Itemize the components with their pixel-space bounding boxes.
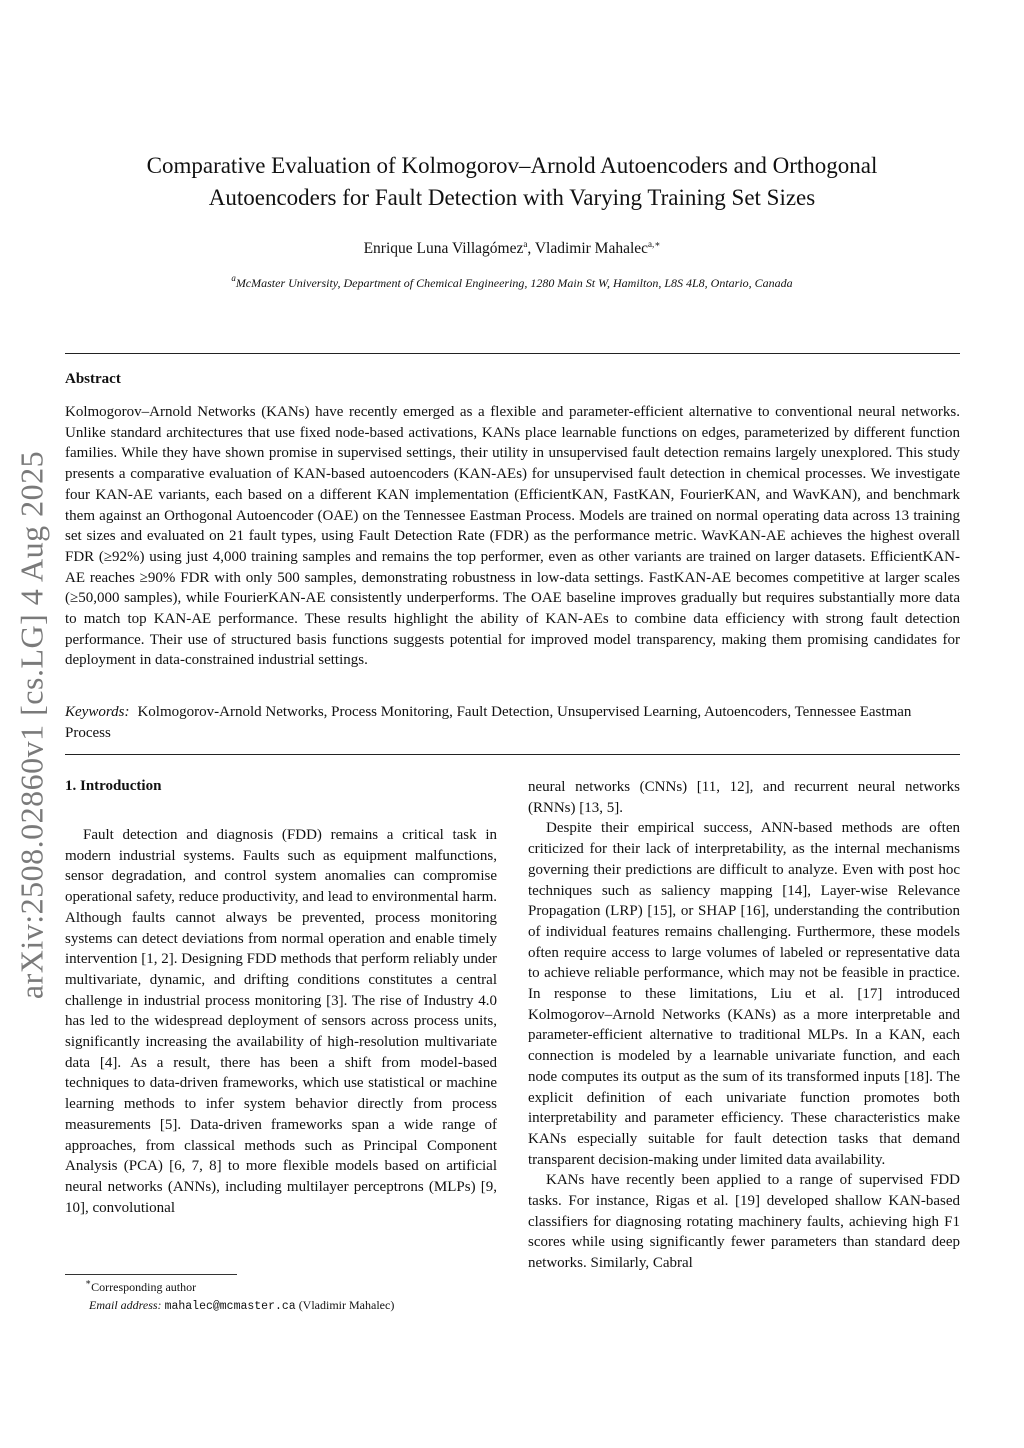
- title-line-2: Autoencoders for Fault Detection with Varying Training Set Sizes: [208, 185, 816, 210]
- author-list: [80, 240, 944, 258]
- abstract-heading: Abstract: [65, 371, 121, 387]
- footnote-rule: [65, 1274, 237, 1275]
- right-column: [528, 777, 960, 1274]
- footnote-corresponding-text: Corresponding author: [91, 1280, 197, 1294]
- arxiv-sidebar: [12, 430, 52, 1020]
- keywords-text: Kolmogorov-Arnold Networks, Process Monitoring, Fault Detection, Unsupervised Learning, Autoencoders, Tennessee Eastman Process: [65, 704, 912, 741]
- top-rule: [65, 353, 960, 354]
- title-line-1: Comparative Evaluation of Kolmogorov–Arnold Autoencoders and Orthogonal: [146, 153, 878, 178]
- abstract-body: Kolmogorov–Arnold Networks (KANs) have recently emerged as a flexible and parameter-efficient alternative to conventional neural networks. Unlike standard architectures that use fixed node-based activations, KANs place learnable functions on edges, parameterized by different function families. While they have shown promise in supervised settings, their utility in unsupervised fault detection remains largely unexplored. This study presents a comparative evaluation of KAN-based autoencoders (KAN-AEs) for unsupervised fault detection in chemical processes. We investigate four KAN-AE variants, each based on a different KAN implementation (EfficientKAN, FastKAN, FourierKAN, and WavKAN), and benchmark them against an Orthogonal Autoencoder (OAE) on the Tennessee Eastman Process. Models are trained on normal operating data across 13 training set sizes and evaluated on 21 fault types, using Fault Detection Rate (FDR) as the performance metric. WavKAN-AE achieves the highest overall FDR (≥92%) using just 4,000 training samples and remains the top performer, even as other variants are trained on larger datasets. EfficientKAN-AE reaches ≥90% FDR with only 500 samples, demonstrating robustness in low-data settings. FastKAN-AE becomes competitive at larger scales (≥50,000 samples), while FourierKAN-AE consistently underperforms. The OAE baseline improves gradually but requires substantially more data to match top KAN-AE performance. These results highlight the ability of KAN-AEs to combine data efficiency with strong fault detection performance. Their use of structured basis functions suggests potential for improved model transparency, making them promising candidates for deployment in data-constrained industrial settings.: [65, 404, 960, 669]
- footnote: [65, 1278, 505, 1316]
- paper-title: [80, 150, 944, 214]
- email-label: Email address:: [89, 1298, 162, 1312]
- author-1-affil-mark: a: [523, 239, 528, 249]
- email-owner: (Vladimir Mahalec): [295, 1298, 395, 1312]
- keywords: [65, 702, 960, 744]
- footnote-mark: ∗: [85, 1277, 92, 1287]
- intro-paragraph-1: Fault detection and diagnosis (FDD) remains a critical task in modern industrial systems. Faults such as equipment malfunctions, sensor degradation, and control system anomalies can compromise operational safety, reduce productivity, and lead to environmental harm. Although faults cannot always be prevented, process monitoring systems can detect deviations from normal operation and enable timely intervention [1, 2]. Designing FDD methods that perform reliably under multivariate, dynamic, and drifting conditions constitutes a central challenge in industrial process monitoring [3]. The rise of Industry 4.0 has led to the widespread deployment of sensors across process units, significantly increasing the availability of high-resolution multivariate data [4]. As a result, there has been a shift from model-based techniques to data-driven frameworks, which use statistical or machine learning methods to infer system behavior directly from process measurements [5]. Data-driven frameworks span a wide range of approaches, from classical methods such as Principal Component Analysis (PCA) [6, 7, 8] to more flexible models based on artificial neural networks (ANNs), including multilayer perceptrons (MLPs) [9, 10], convolutional: [65, 827, 497, 1216]
- author-2-affil-mark: a,∗: [648, 239, 661, 249]
- author-separator: ,: [527, 240, 535, 257]
- author-1: Enrique Luna Villagómez: [363, 240, 524, 257]
- email-address[interactable]: mahalec@mcmaster.ca: [164, 1300, 296, 1313]
- arxiv-identifier: arXiv:2508.02860v1 [cs.LG] 4 Aug 2025: [13, 450, 50, 1000]
- left-column: [65, 825, 497, 1218]
- keywords-label: Keywords:: [65, 704, 130, 720]
- affiliation: [80, 273, 944, 291]
- author-2: Vladimir Mahalec: [534, 240, 649, 257]
- affiliation-text: McMaster University, Department of Chemical Engineering, 1280 Main St W, Hamilton, L8S 4L8, Ontario, Canada: [235, 276, 793, 290]
- intro-paragraph-2: Despite their empirical success, ANN-based methods are often criticized for their lack of interpretability, as the internal mechanisms governing their predictions are difficult to analyze. Even with post hoc techniques such as saliency mapping [14], Layer-wise Relevance Propagation (LRP) [15], or SHAP [16], understanding the contribution of individual features remains challenging. Furthermore, these models often require access to large volumes of labeled or representative data to achieve reliable performance, which may not be feasible in practice. In response to these limitations, Liu et al. [17] introduced Kolmogorov–Arnold Networks (KANs) as a more interpretable and parameter-efficient alternative to traditional MLPs. In a KAN, each connection is modeled by a learnable univariate function, and each node computes its output as the sum of its transformed inputs [18]. The explicit definition of each univariate function promotes both interpretability and parameter efficiency. These characteristics make KANs especially suitable for fault detection tasks that demand transparent decision-making under limited data availability.: [528, 820, 960, 1168]
- intro-paragraph-1-cont: neural networks (CNNs) [11, 12], and recurrent neural networks (RNNs) [13, 5].: [528, 779, 960, 816]
- affiliation-mark: a: [231, 273, 236, 283]
- footnote-email: [65, 1296, 505, 1316]
- section-heading-introduction: 1. Introduction: [65, 778, 162, 794]
- intro-paragraph-3: KANs have recently been applied to a range of supervised FDD tasks. For instance, Rigas et al. [19] developed shallow KAN-based classifiers for diagnosing rotating machinery faults, achieving high F1 scores while using significantly fewer parameters than standard deep networks. Similarly, Cabral: [528, 1172, 960, 1272]
- abstract-end-rule: [65, 754, 960, 755]
- footnote-corresponding: [65, 1278, 505, 1296]
